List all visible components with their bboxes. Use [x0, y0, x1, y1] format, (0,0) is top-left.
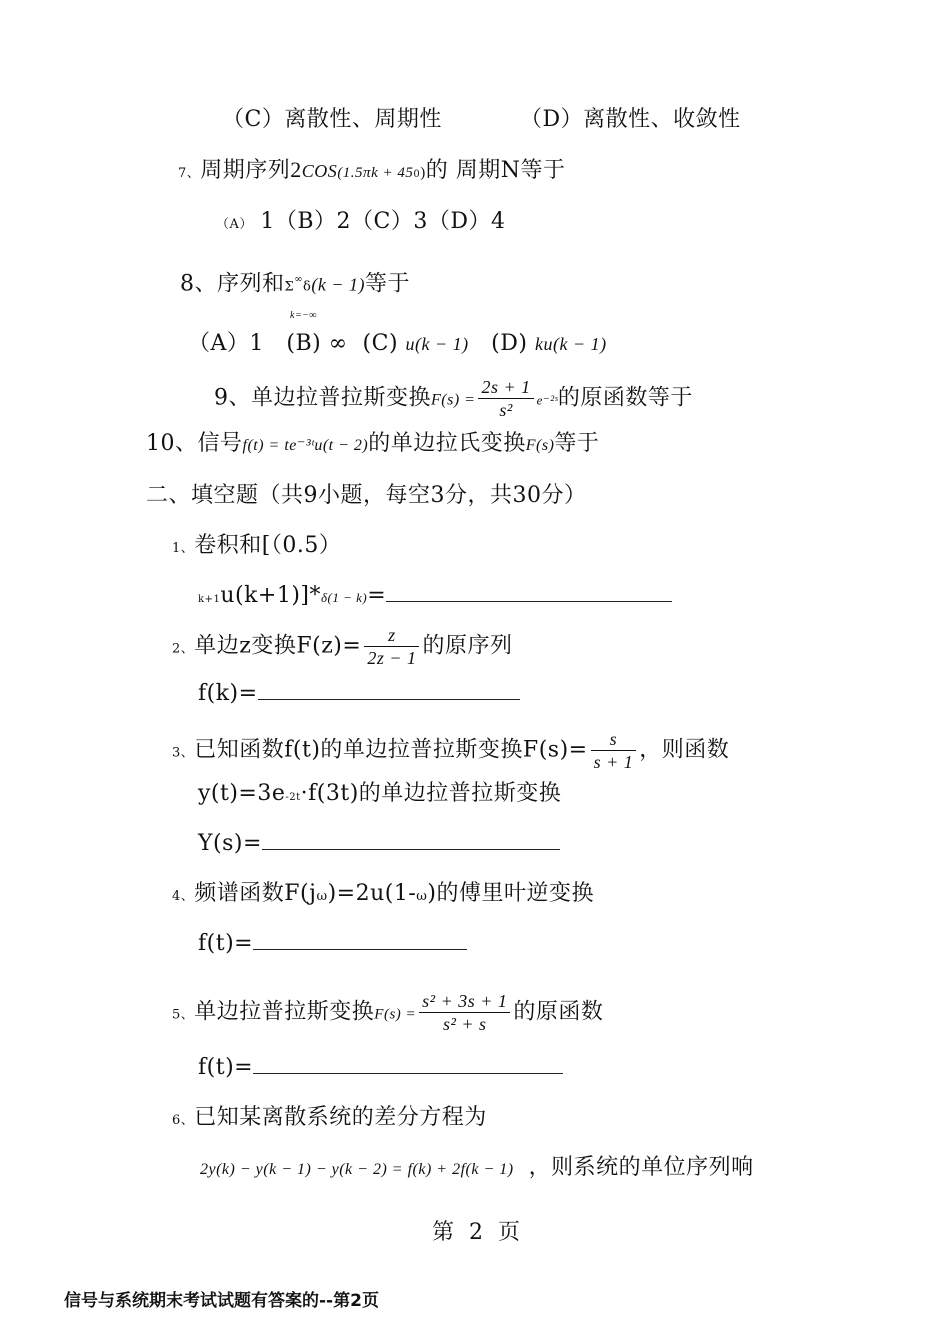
- fraction-denominator: s² + s: [442, 1014, 487, 1034]
- answer-blank[interactable]: [262, 831, 560, 850]
- question-10: [146, 430, 599, 460]
- question-tail: 的原序列: [422, 633, 513, 659]
- option-a: （A）1: [188, 331, 264, 356]
- expression: u(k+1)]*: [220, 583, 321, 608]
- fill-question-1-line2: [198, 582, 672, 614]
- question-text: 8、序列和: [180, 271, 285, 297]
- question-7: [178, 156, 565, 189]
- question-tail: 的原函数等于: [557, 385, 693, 411]
- exponent: -2t: [285, 792, 301, 803]
- cos-function: COS: [301, 161, 338, 181]
- fraction-denominator: s + 1: [593, 752, 634, 772]
- sum-sign: Σ: [284, 279, 295, 295]
- answer-prefix: f(t)=: [198, 1055, 254, 1080]
- delta-expression: δ(1 − k): [321, 590, 368, 605]
- question-tail: )的傅里叶逆变换: [427, 881, 594, 906]
- coefficient: 2: [290, 157, 302, 182]
- question-tail: 等于: [554, 431, 600, 456]
- exponential-factor: e⁻²ˢ: [536, 392, 558, 408]
- delta-symbol: δ: [303, 279, 312, 295]
- sum-upper-limit: ∞: [294, 274, 304, 285]
- omega-symbol: ω: [316, 889, 328, 904]
- fill-question-3-line2: [198, 780, 561, 812]
- question-7-options: [216, 208, 506, 239]
- question-tail: ，则系统的单位序列响: [528, 1155, 754, 1180]
- fill-question-5: [172, 990, 603, 1035]
- fill-question-2: [172, 624, 513, 669]
- page-number: 第 2 页: [432, 1220, 524, 1245]
- question-number: 2、: [172, 641, 195, 657]
- question-number: 5、: [172, 1007, 195, 1023]
- question-text: 已知函数f(t)的单边拉普拉斯变换F(s)=: [194, 737, 588, 763]
- question-tail: ，则函数: [639, 737, 730, 763]
- question-number: 7、: [178, 166, 201, 181]
- fraction-denominator: s²: [499, 400, 513, 420]
- question-9: [214, 376, 693, 421]
- question-8: [180, 266, 410, 301]
- fraction-numerator: z: [364, 624, 419, 647]
- fraction-numerator: s: [591, 728, 637, 751]
- question-text: 卷积和[（0.5）: [194, 533, 342, 558]
- question-text: 单边z变换F(z)=: [194, 633, 362, 659]
- question-number: 4、: [172, 889, 195, 904]
- option-c-label: (C): [362, 331, 399, 356]
- question-text: 已知某离散系统的差分方程为: [194, 1105, 487, 1130]
- question-text: 10、信号: [146, 431, 243, 456]
- question-number: 3、: [172, 745, 195, 761]
- infinity-symbol: ∞: [328, 331, 348, 356]
- laplace-fraction: [478, 376, 533, 421]
- answer-prefix: f(k)=: [198, 681, 258, 706]
- fill-question-3: [172, 728, 729, 773]
- option-d-previous: （D）离散性、收敛性: [520, 107, 741, 132]
- fraction-numerator: s² + 3s + 1: [419, 990, 510, 1013]
- section-heading: 二、填空题（共9小题，每空3分，共30分）: [146, 483, 587, 508]
- answer-blank[interactable]: [386, 583, 672, 602]
- fill-question-4: [172, 880, 594, 911]
- difference-equation: 2y(k) − y(k − 1) − y(k − 2) = f(k) + 2f(k − 1): [200, 1161, 514, 1178]
- question-tail: 的原函数: [513, 999, 604, 1025]
- fill-question-5-line2: [198, 1054, 563, 1082]
- expression-start: y(t)=3e: [198, 781, 286, 806]
- answer-prefix: Y(s)=: [198, 831, 262, 856]
- question-text: 周期序列: [200, 158, 291, 183]
- question-tail: 的 周期N等于: [425, 158, 566, 183]
- fill-question-2-line2: [198, 680, 520, 708]
- option-b-label: (B): [286, 331, 322, 356]
- question-number: 1、: [172, 541, 195, 556]
- fill-question-6-line2: [200, 1154, 754, 1184]
- delta-argument: (k − 1): [311, 274, 365, 295]
- question-text: 频谱函数F(j: [194, 881, 317, 906]
- exponent: k+1: [198, 594, 221, 605]
- question-text: 单边拉普拉斯变换: [194, 999, 375, 1025]
- fill-question-3-line3: [198, 830, 560, 858]
- equals-sign: =: [367, 583, 387, 608]
- question-number: 6、: [172, 1113, 195, 1128]
- argument-close: ): [420, 165, 426, 181]
- fill-question-6: [172, 1104, 487, 1135]
- fraction-numerator: 2s + 1: [478, 376, 533, 399]
- laplace-lhs: F(s) =: [374, 1006, 417, 1023]
- option-d-label: (D): [491, 331, 528, 356]
- fill-question-4-line2: [198, 930, 467, 958]
- signal-expression: f(t) = te⁻³ᵗu(t − 2): [242, 437, 369, 454]
- laplace-fraction: [419, 990, 510, 1035]
- z-fraction: [364, 624, 419, 669]
- option-a-label: （A）: [216, 217, 253, 232]
- laplace-fraction: [591, 728, 637, 773]
- degree-mark: 0: [413, 169, 421, 180]
- option-c-expression: u(k − 1): [405, 334, 469, 354]
- laplace-symbol: F(s): [525, 437, 555, 454]
- omega-symbol: ω: [416, 889, 428, 904]
- question-8-options: [188, 330, 607, 358]
- answer-blank[interactable]: [253, 1055, 563, 1074]
- answer-blank[interactable]: [253, 931, 467, 950]
- sum-lower-limit: k=−∞: [290, 310, 318, 321]
- option-d-expression: ku(k − 1): [534, 334, 607, 354]
- fill-question-1: [172, 532, 341, 563]
- question-tail: 等于: [365, 271, 411, 297]
- options-text: 1（B）2（C）3（D）4: [260, 209, 506, 234]
- question-middle: 的单边拉氏变换: [368, 431, 526, 456]
- document-footer: 信号与系统期末考试试题有答案的--第2页: [64, 1291, 379, 1311]
- expression-end: ·f(3t)的单边拉普拉斯变换: [300, 781, 562, 806]
- question-middle: )=2u(1-: [327, 881, 417, 906]
- cos-argument: (1.5πk + 45: [337, 165, 414, 181]
- answer-prefix: f(t)=: [198, 931, 254, 956]
- question-text: 9、单边拉普拉斯变换: [214, 385, 431, 411]
- laplace-lhs: F(s) =: [431, 391, 476, 409]
- answer-blank[interactable]: [258, 681, 520, 700]
- option-c-previous: （C）离散性、周期性: [222, 107, 442, 132]
- fraction-denominator: 2z − 1: [367, 648, 417, 668]
